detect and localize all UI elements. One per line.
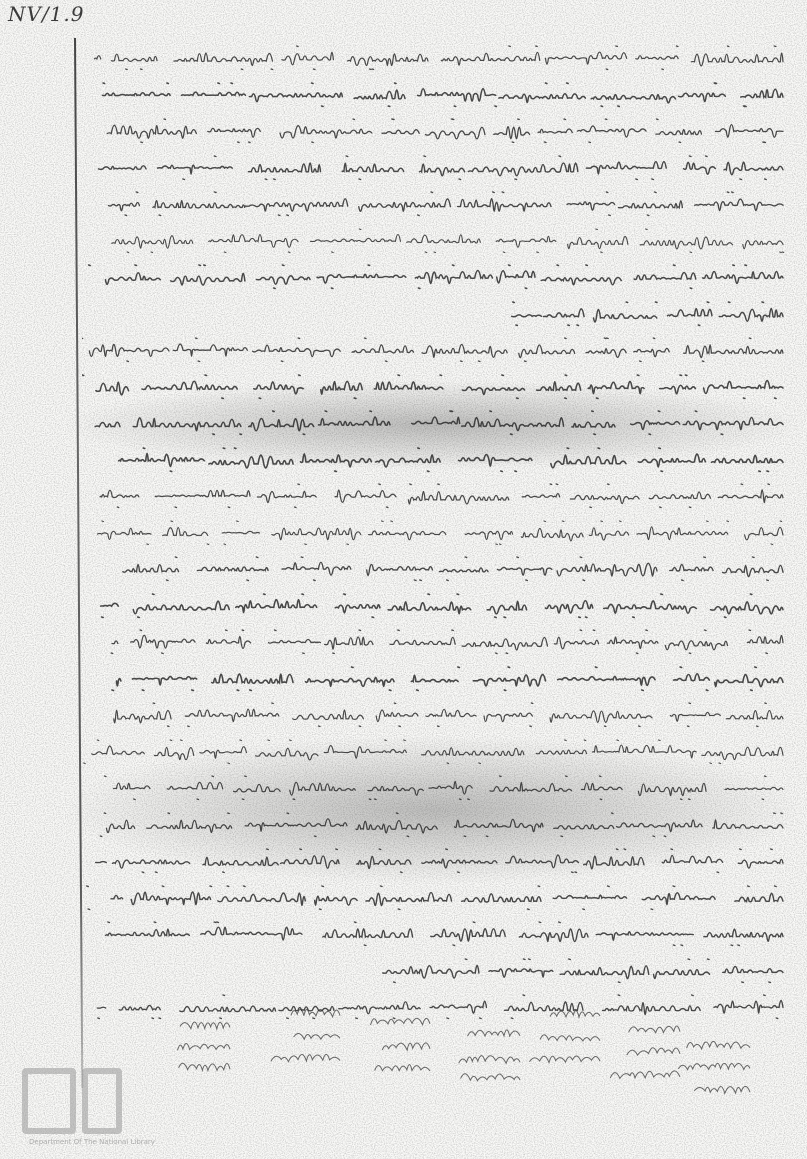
handwritten-line bbox=[82, 916, 787, 950]
signature-block bbox=[150, 1000, 750, 1110]
signature-stroke bbox=[271, 1009, 340, 1061]
signature-stroke bbox=[178, 1022, 231, 1070]
script-stroke bbox=[84, 740, 783, 764]
signature bbox=[150, 1010, 240, 1100]
signature bbox=[350, 1008, 440, 1098]
script-stroke bbox=[82, 156, 783, 180]
signature bbox=[260, 1000, 350, 1090]
handwritten-line bbox=[82, 259, 787, 293]
script-stroke bbox=[82, 46, 783, 70]
national-library-watermark bbox=[22, 1068, 162, 1154]
handwritten-line bbox=[82, 843, 787, 877]
signature bbox=[670, 1028, 760, 1118]
handwritten-line bbox=[82, 442, 787, 476]
handwritten-line bbox=[82, 186, 787, 220]
script-stroke bbox=[512, 302, 783, 326]
handwritten-line bbox=[82, 223, 787, 257]
signature-stroke bbox=[459, 1030, 520, 1081]
script-stroke bbox=[87, 886, 783, 910]
handwritten-line bbox=[82, 588, 787, 622]
handwritten-line bbox=[82, 734, 787, 768]
script-stroke bbox=[383, 959, 783, 983]
handwritten-line bbox=[82, 332, 787, 366]
logo-mark bbox=[82, 1068, 122, 1134]
script-stroke bbox=[82, 411, 783, 435]
script-stroke bbox=[109, 192, 783, 216]
script-stroke bbox=[100, 813, 783, 837]
script-stroke bbox=[82, 484, 783, 508]
handwritten-line bbox=[82, 953, 787, 987]
script-stroke bbox=[107, 119, 783, 143]
handwritten-line bbox=[82, 113, 787, 147]
handwritten-line bbox=[82, 551, 787, 585]
logo-mark bbox=[22, 1068, 76, 1134]
signature-stroke bbox=[371, 1018, 431, 1071]
signature bbox=[520, 1000, 610, 1090]
handwritten-line bbox=[82, 515, 787, 549]
handwritten-line bbox=[82, 40, 787, 74]
handwritten-line bbox=[82, 296, 787, 330]
script-stroke bbox=[82, 338, 783, 362]
reference-number: NV/1.9 bbox=[8, 2, 85, 26]
script-stroke bbox=[82, 594, 783, 618]
watermark-caption: Department Of The National Library bbox=[29, 1138, 155, 1146]
handwritten-line bbox=[82, 478, 787, 512]
script-stroke bbox=[97, 521, 783, 545]
handwritten-text-block bbox=[82, 40, 787, 1120]
script-stroke bbox=[112, 229, 784, 253]
handwritten-line bbox=[82, 807, 787, 841]
handwritten-line bbox=[82, 77, 787, 111]
signature bbox=[440, 1020, 530, 1110]
script-stroke bbox=[104, 776, 783, 800]
handwritten-line bbox=[82, 150, 787, 184]
script-stroke bbox=[82, 630, 783, 654]
signature-stroke bbox=[678, 1041, 750, 1093]
script-stroke bbox=[103, 83, 783, 107]
script-stroke bbox=[106, 922, 783, 946]
handwritten-line bbox=[82, 880, 787, 914]
script-stroke bbox=[123, 557, 783, 581]
handwritten-line bbox=[82, 661, 787, 695]
script-stroke bbox=[119, 448, 783, 472]
script-stroke bbox=[82, 375, 783, 399]
script-stroke bbox=[82, 849, 783, 873]
script-stroke bbox=[89, 265, 783, 289]
script-stroke bbox=[114, 703, 783, 727]
script-stroke bbox=[82, 667, 783, 691]
signature-stroke bbox=[529, 1011, 600, 1063]
handwritten-line bbox=[82, 697, 787, 731]
handwritten-line bbox=[82, 405, 787, 439]
handwritten-line bbox=[82, 624, 787, 658]
handwritten-line bbox=[82, 369, 787, 403]
handwritten-line bbox=[82, 770, 787, 804]
